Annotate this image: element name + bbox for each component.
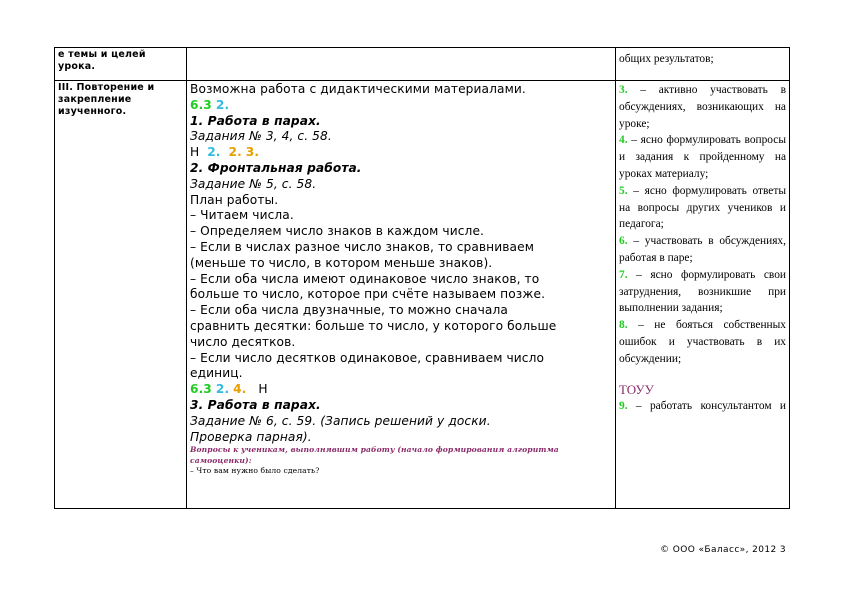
plan-line: – Читаем числа. bbox=[190, 208, 294, 223]
stage-label: е темы и целей урока. bbox=[58, 49, 146, 72]
result-item bbox=[619, 82, 786, 132]
mark: 2. bbox=[228, 145, 242, 160]
result-number: 8. bbox=[619, 319, 628, 332]
result-item bbox=[619, 233, 786, 267]
mark: 6.3 bbox=[190, 97, 212, 112]
task-title: 3. Работа в парах. bbox=[190, 397, 321, 412]
intro-text: Возможна работа с дидактическими материалами. bbox=[190, 82, 526, 96]
content-cell bbox=[187, 48, 616, 81]
mark: Н bbox=[190, 145, 200, 160]
mark: Н bbox=[258, 382, 268, 397]
plan-line: число десятков. bbox=[190, 334, 296, 349]
competence-marks bbox=[190, 98, 612, 114]
result-number: 3. bbox=[619, 84, 628, 96]
result-number: 9. bbox=[619, 399, 628, 412]
plan-line: – Если оба числа имеют одинаковое число знаков, то bbox=[190, 271, 540, 286]
stage-cell bbox=[55, 81, 187, 509]
plan-line: (меньше то число, в котором меньше знаков). bbox=[190, 255, 493, 270]
competence-marks bbox=[190, 145, 612, 161]
mark: 2. bbox=[215, 382, 230, 397]
mark: 2. bbox=[207, 145, 221, 160]
result-text: – активно участвовать в обсуждениях, возникающих на уроке; bbox=[619, 84, 786, 130]
lesson-table bbox=[54, 47, 790, 509]
result-cell bbox=[616, 81, 790, 509]
mark: 6.3 bbox=[190, 382, 212, 397]
work-description bbox=[190, 82, 612, 477]
content-cell bbox=[187, 81, 616, 509]
plan-line: – Если в числах разное число знаков, то сравниваем bbox=[190, 239, 535, 254]
plan-line: больше то число, которое при счёте называем позже. bbox=[190, 287, 546, 302]
result-number: 5. bbox=[619, 184, 628, 197]
mark: 2. bbox=[215, 97, 230, 112]
result-number: 6. bbox=[619, 235, 628, 248]
task-ref: Задание № 6, с. 59. (Запись решений у доски. bbox=[190, 413, 491, 428]
task-ref: Задания № 3, 4, с. 58. bbox=[190, 129, 332, 144]
result-text: – участвовать в обсуждениях, работая в паре; bbox=[619, 235, 786, 264]
task-ref: Проверка парная). bbox=[190, 429, 312, 444]
results-list bbox=[619, 82, 786, 414]
plan-line: – Определяем число знаков в каждом числе. bbox=[190, 224, 485, 239]
copyright-footer: © ООО «Баласс», 2012 3 bbox=[660, 545, 786, 555]
plan-line: единиц. bbox=[190, 366, 243, 381]
result-item bbox=[619, 398, 786, 415]
result-item bbox=[619, 183, 786, 233]
plan-line: сравнить десятки: больше то число, у которого больше bbox=[190, 318, 557, 333]
result-text: общих результатов; bbox=[619, 53, 714, 65]
plan-line: – Если число десятков одинаковое, сравниваем число bbox=[190, 350, 545, 365]
result-text: – ясно формулировать вопросы и задания к пройденному на уроках материалу; bbox=[619, 134, 786, 180]
result-item bbox=[619, 267, 786, 317]
table-row bbox=[55, 48, 790, 81]
task-title: 2. Фронтальная работа. bbox=[190, 160, 362, 175]
questions-heading: Вопросы к ученикам, выполнявшим работу (начало формирования алгоритма самооценки): bbox=[190, 445, 559, 465]
table-row bbox=[55, 81, 790, 509]
section-label: ТОУУ bbox=[619, 381, 654, 397]
task-title: 1. Работа в парах. bbox=[190, 113, 321, 128]
stage-cell bbox=[55, 48, 187, 81]
result-item bbox=[619, 317, 786, 367]
result-text: – ясно формулировать свои затруднения, возникшие при выполнении задания; bbox=[619, 268, 786, 315]
competence-marks bbox=[190, 382, 612, 398]
questions-block bbox=[190, 445, 612, 477]
result-text: – работать консультантом и bbox=[635, 399, 786, 412]
mark: 4. bbox=[233, 382, 247, 397]
result-text: – не бояться собственных ошибок и участвовать в их обсуждении; bbox=[619, 319, 786, 365]
plan-line: – Если оба числа двузначные, то можно сначала bbox=[190, 303, 508, 318]
task-ref: Задание № 5, с. 58. bbox=[190, 176, 317, 191]
result-item bbox=[619, 132, 786, 182]
stage-label: III. Повторение и закрепление изученного. bbox=[58, 82, 155, 117]
question-line: – Что вам нужно было сделать? bbox=[190, 466, 320, 476]
mark: 3. bbox=[245, 145, 260, 160]
result-number: 4. bbox=[619, 134, 628, 147]
result-cell bbox=[616, 48, 790, 81]
result-text: – ясно формулировать ответы на вопросы других учеников и педагога; bbox=[619, 184, 786, 231]
result-number: 7. bbox=[619, 268, 628, 281]
plan-line: План работы. bbox=[190, 192, 279, 207]
